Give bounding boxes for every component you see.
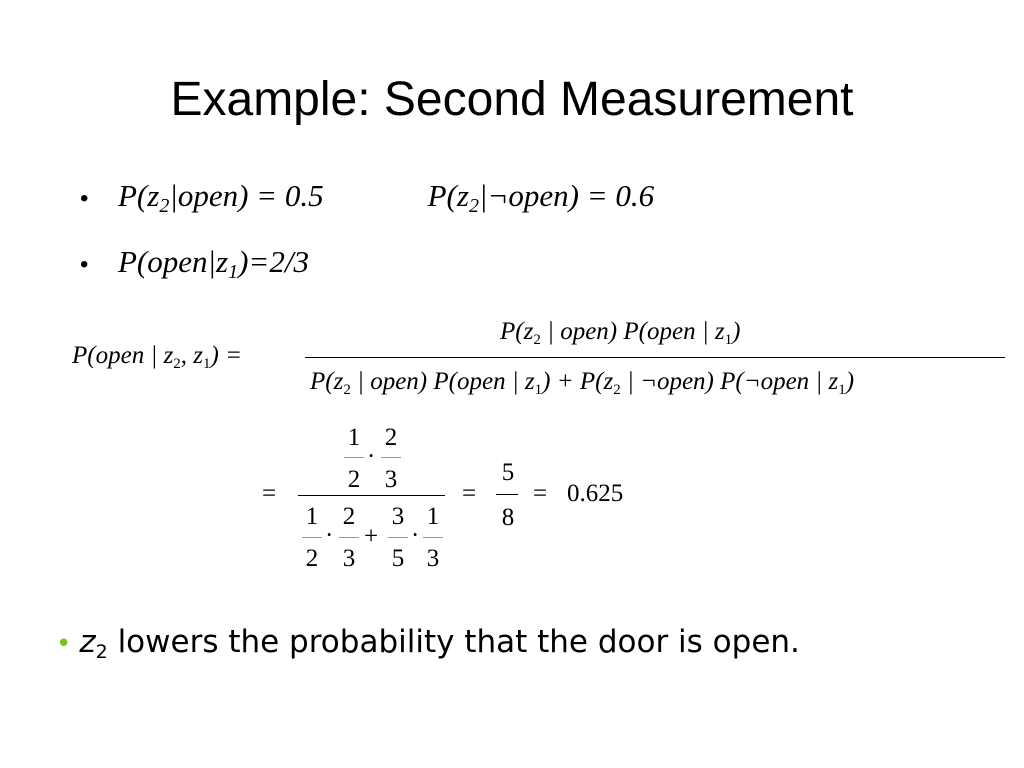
formula-numerator: $P(z_2$ | open) P(open | $z_1$) bbox=[500, 318, 741, 348]
bullet-prior bbox=[80, 242, 309, 282]
dot-operator: · bbox=[411, 522, 420, 549]
result-decimal: 0.625 bbox=[567, 480, 624, 507]
small-fraction-bar bbox=[388, 537, 408, 538]
calc-bottom-n1: 1 bbox=[305, 503, 319, 530]
small-fraction-bar bbox=[344, 457, 364, 458]
bullet-likelihoods bbox=[80, 176, 654, 216]
calc-top-d2: 3 bbox=[384, 466, 398, 493]
calc-top-d1: 2 bbox=[347, 466, 361, 493]
plus-operator: + bbox=[364, 523, 379, 550]
small-fraction-bar bbox=[423, 537, 443, 538]
formula-lhs: P(open | $z_2$, $z_1$) = bbox=[72, 342, 242, 372]
dot-operator: · bbox=[325, 522, 334, 549]
conclusion-text: lowers the probability that the door is open. bbox=[107, 624, 800, 660]
bullet-dot: • bbox=[80, 251, 89, 278]
result-denominator: 8 bbox=[501, 504, 515, 531]
bullet-dot: • bbox=[80, 185, 89, 212]
small-fraction-bar bbox=[339, 537, 359, 538]
calc-bottom-d2: 3 bbox=[342, 545, 356, 572]
prior-open: $P(open|z_1)=2/3$ bbox=[118, 244, 309, 283]
result-numerator: 5 bbox=[501, 459, 515, 486]
calc-bottom-n4: 1 bbox=[426, 503, 440, 530]
calc-bottom-d3: 5 bbox=[391, 545, 405, 572]
small-fraction-bar bbox=[381, 457, 401, 458]
slide-title: Example: Second Measurement bbox=[170, 73, 854, 126]
calc-fraction-bar bbox=[298, 495, 445, 496]
result-fraction-bar bbox=[496, 494, 518, 495]
likelihood-open: $P(z_2|open) = 0.5$ bbox=[118, 178, 324, 217]
calc-top-n1: 1 bbox=[347, 424, 361, 451]
small-fraction-bar bbox=[302, 537, 322, 538]
dot-operator: · bbox=[367, 443, 376, 470]
conclusion-bullet: • $z_2$ lowers the probability that the door is open. bbox=[56, 624, 800, 663]
equals-sign: = bbox=[533, 480, 548, 507]
bullet-dot: • bbox=[56, 629, 72, 659]
equals-sign: = bbox=[462, 480, 477, 507]
equals-sign: = bbox=[262, 480, 277, 507]
calc-bottom-n3: 3 bbox=[391, 503, 405, 530]
calc-bottom-n2: 2 bbox=[342, 503, 356, 530]
calc-bottom-d4: 3 bbox=[426, 545, 440, 572]
likelihood-not-open: $P(z_2|\neg open) = 0.6$ bbox=[427, 178, 655, 217]
formula-fraction-bar bbox=[305, 357, 1005, 358]
calc-top-n2: 2 bbox=[384, 424, 398, 451]
formula-denominator: $P(z_2$ | open) P(open | $z_1) + P(z_2$ | ¬open) P(¬open | $z_1$) bbox=[310, 368, 855, 398]
calc-bottom-d1: 2 bbox=[305, 545, 319, 572]
